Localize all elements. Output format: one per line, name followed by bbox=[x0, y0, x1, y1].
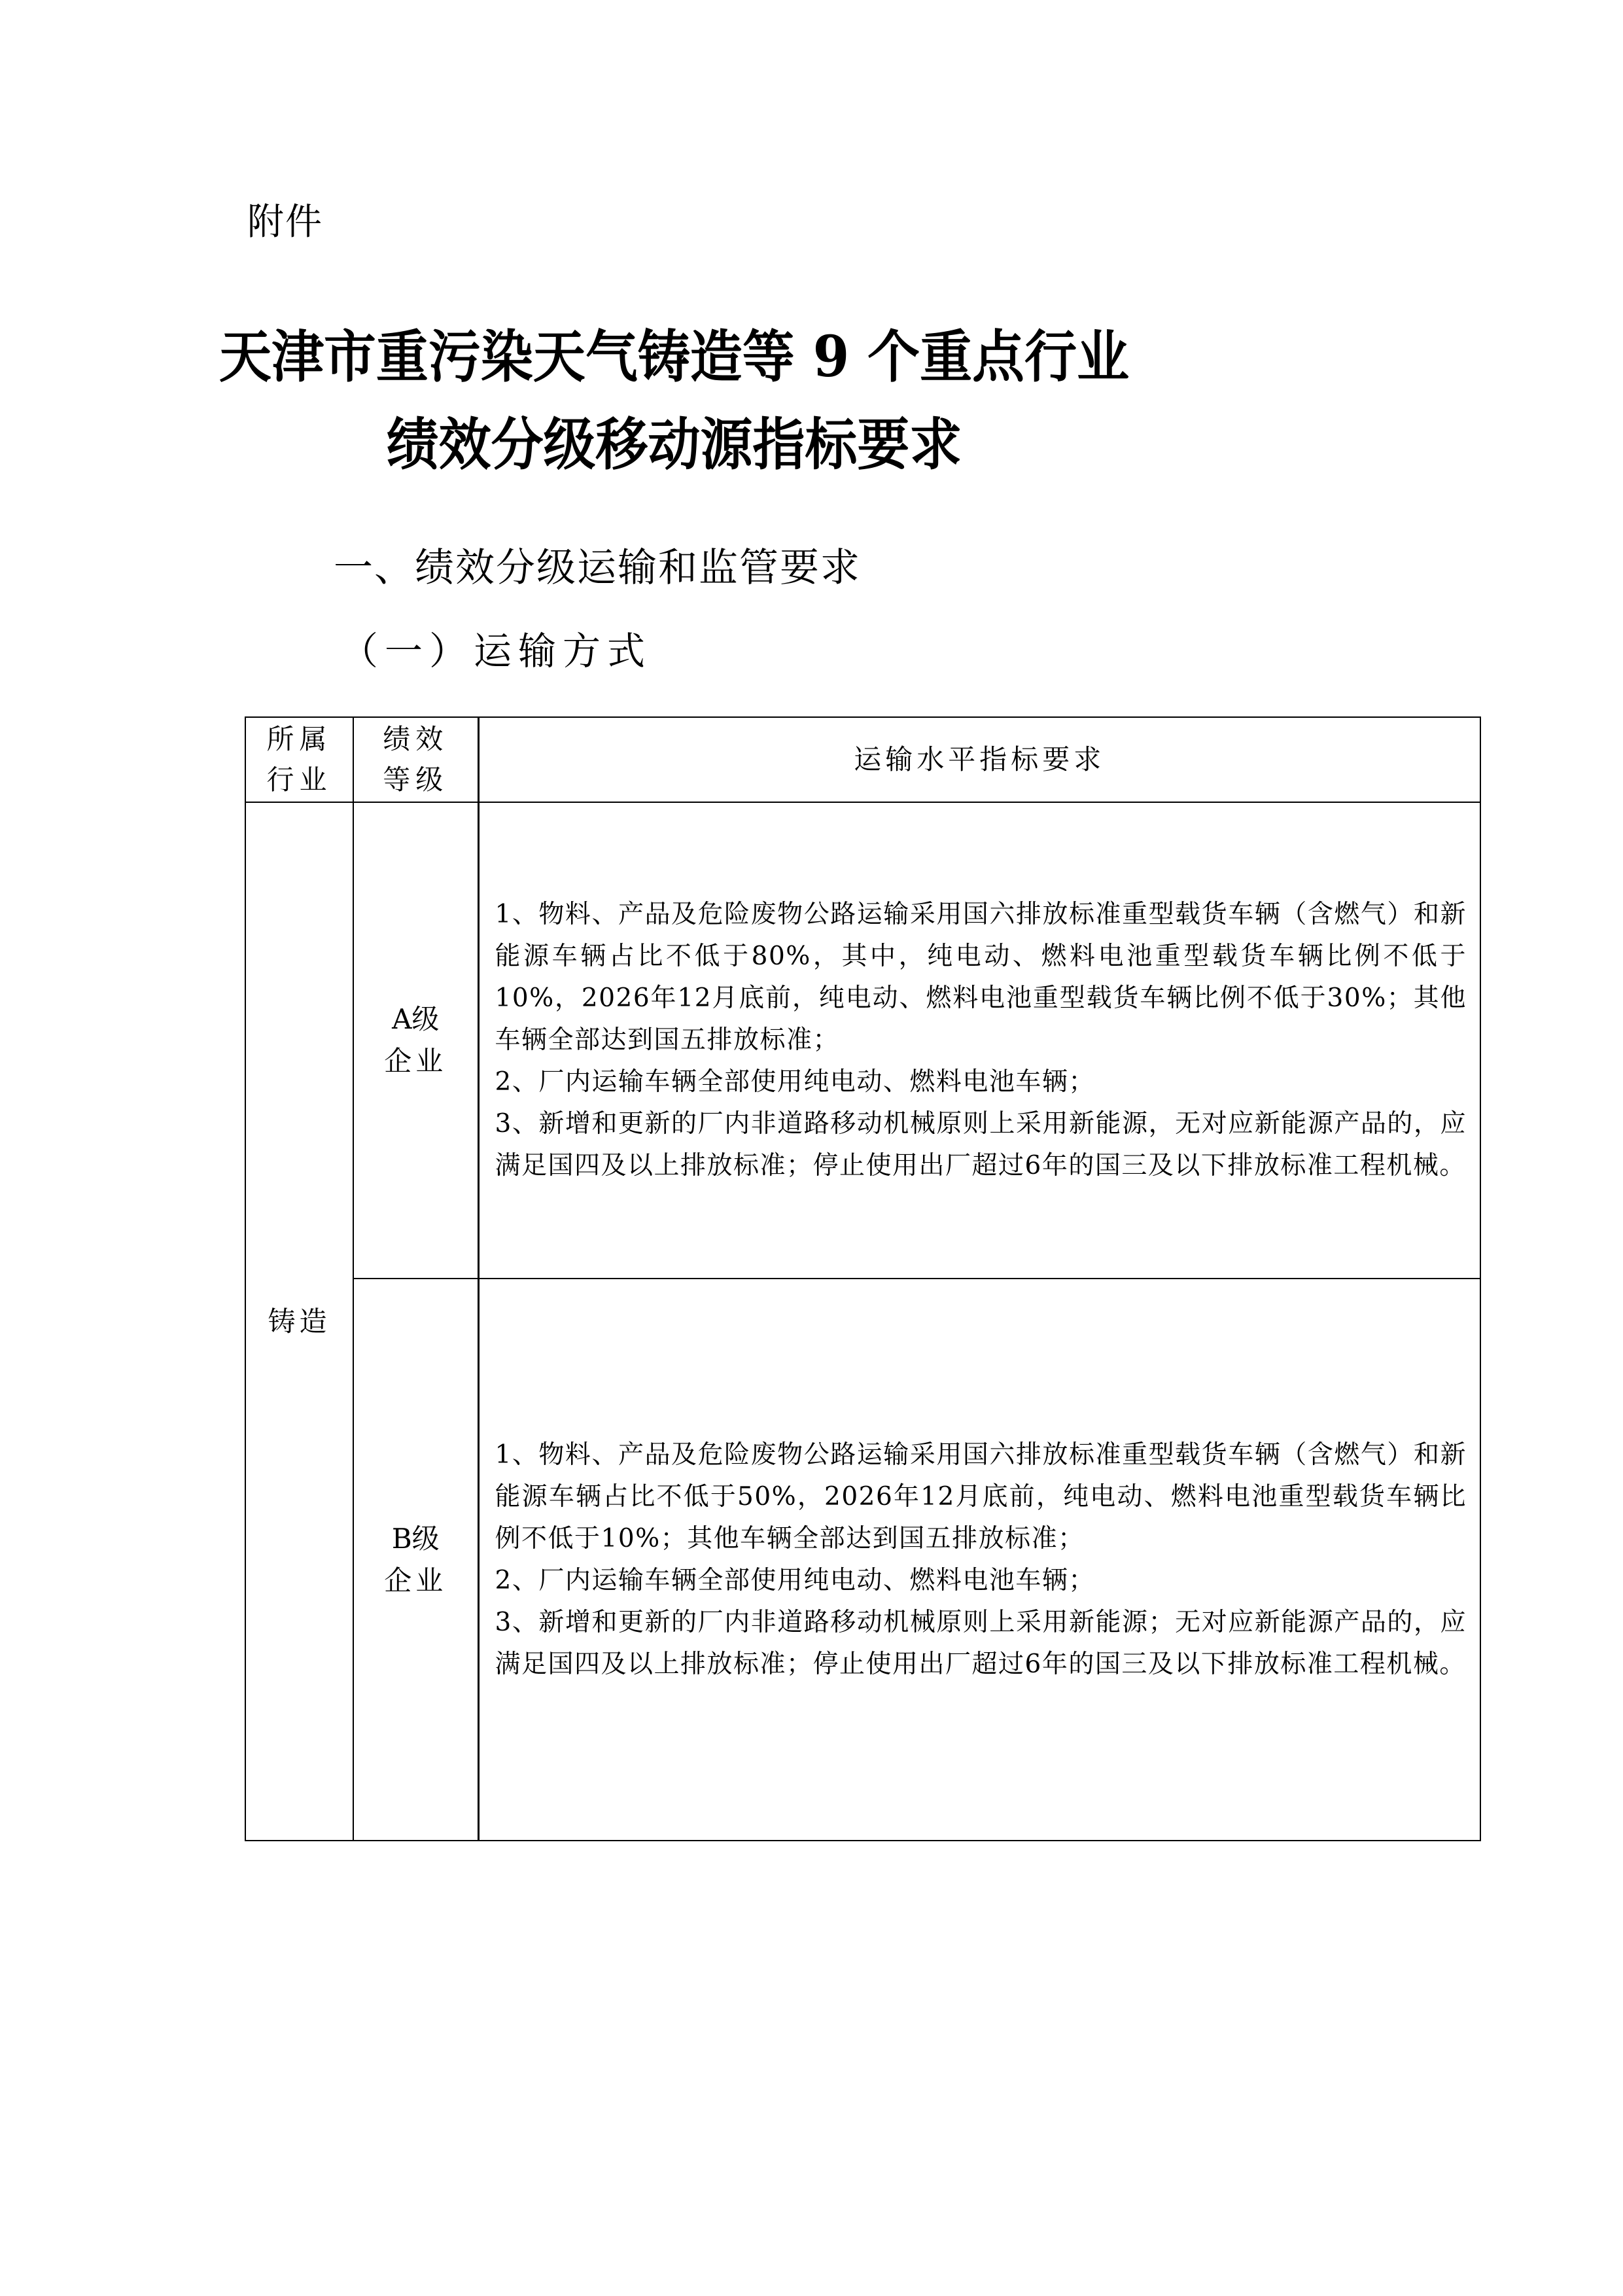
table-row-grade-a bbox=[245, 802, 1480, 1279]
subsection-heading: （一）运输方式 bbox=[340, 629, 652, 673]
grade-cell-a: A级 企业 bbox=[353, 802, 478, 1279]
requirement-item: 1、物料、产品及危险废物公路运输采用国六排放标准重型载货车辆（含燃气）和新能源车辆占比不低于80%，其中，纯电动、燃料电池重型载货车辆比例不低于10%，2026年12月底前，纯电动、燃料电池重型载货车辆比例不低于30%；其他车辆全部达到国五排放标准； bbox=[495, 900, 1467, 1055]
header-industry: 所属 行业 bbox=[245, 717, 353, 802]
requirement-item: 3、新增和更新的厂内非道路移动机械原则上采用新能源；无对应新能源产品的，应满足国四及以上排放标准；停止使用出厂超过6年的国三及以下排放标准工程机械。 bbox=[495, 1607, 1467, 1679]
attachment-label: 附件 bbox=[247, 201, 323, 243]
header-requirement: 运输水平指标要求 bbox=[478, 717, 1480, 802]
requirement-cell-b bbox=[478, 1279, 1480, 1841]
section-heading: 一、绩效分级运输和监管要求 bbox=[334, 545, 861, 591]
requirement-item: 1、物料、产品及危险废物公路运输采用国六排放标准重型载货车辆（含燃气）和新能源车辆占比不低于50%，2026年12月底前，纯电动、燃料电池重型载货车辆比例不低于10%；其他车辆全部达到国五排放标准； bbox=[495, 1439, 1467, 1553]
industry-cell: 铸造 bbox=[245, 802, 353, 1841]
transport-requirements-table bbox=[245, 716, 1481, 1841]
table-header-row bbox=[245, 717, 1480, 802]
grade-cell-b: B级 企业 bbox=[353, 1279, 478, 1841]
table-row-grade-b bbox=[245, 1279, 1480, 1841]
requirement-cell-a bbox=[478, 802, 1480, 1279]
document-title-line-1: 天津市重污染天气铸造等 9 个重点行业 bbox=[218, 324, 1130, 390]
document-title-line-2: 绩效分级移动源指标要求 bbox=[386, 412, 962, 478]
requirement-item: 2、厂内运输车辆全部使用纯电动、燃料电池车辆； bbox=[495, 1067, 1095, 1097]
header-grade: 绩效 等级 bbox=[353, 717, 478, 802]
requirement-item: 3、新增和更新的厂内非道路移动机械原则上采用新能源，无对应新能源产品的，应满足国四及以上排放标准；停止使用出厂超过6年的国三及以下排放标准工程机械。 bbox=[495, 1109, 1467, 1180]
requirement-item: 2、厂内运输车辆全部使用纯电动、燃料电池车辆； bbox=[495, 1565, 1095, 1595]
